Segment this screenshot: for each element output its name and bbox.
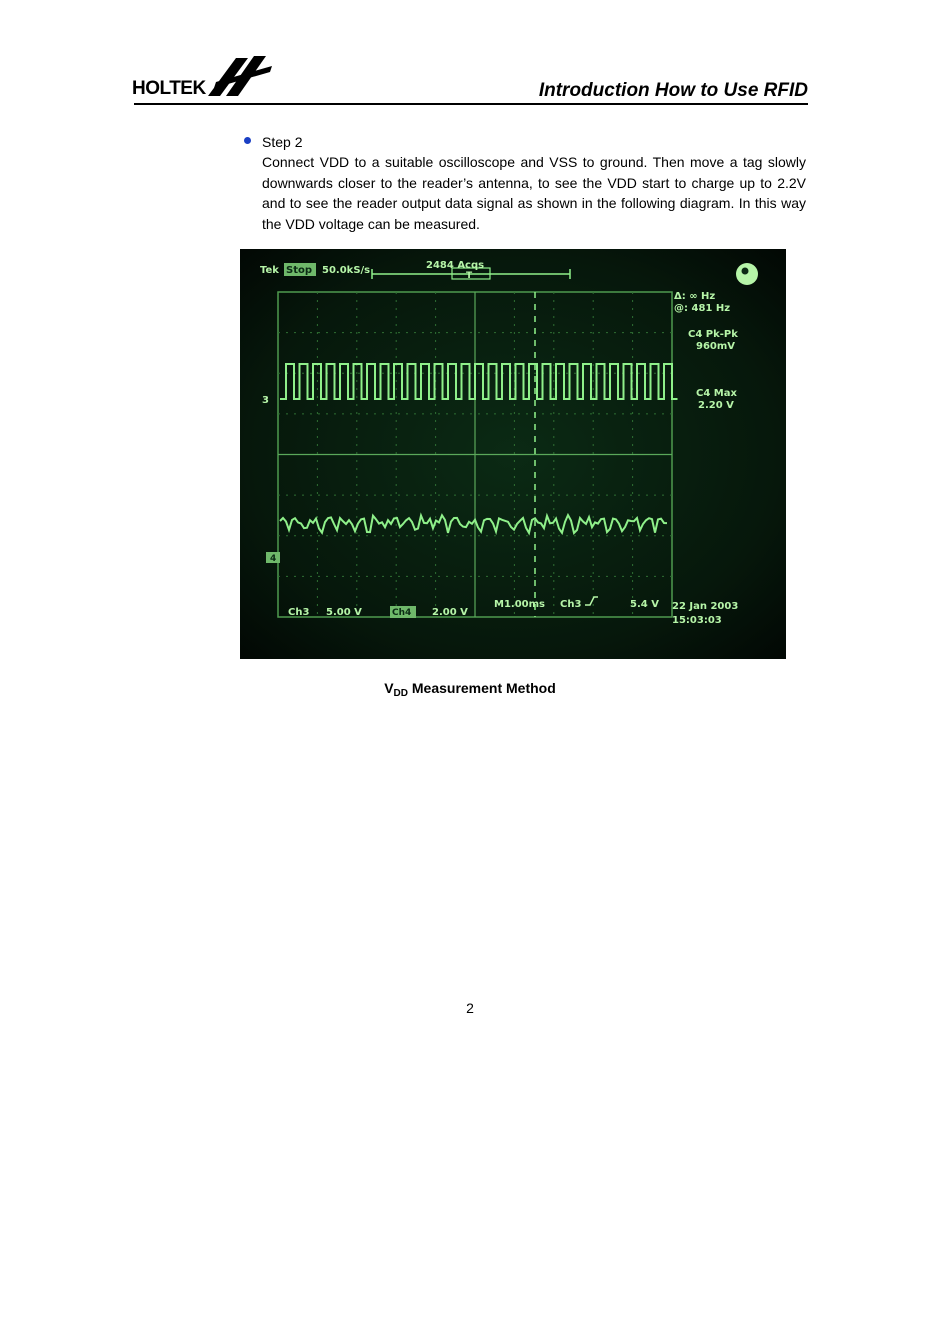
page-number: 2	[466, 1000, 474, 1016]
delta-frequency: Δ: ∞ Hz	[674, 291, 716, 302]
trigger-level: 5.4 V	[630, 599, 659, 610]
step-label: Step 2	[262, 134, 303, 150]
sample-rate: 50.0kS/s	[322, 265, 371, 276]
bullet-icon	[244, 137, 251, 144]
c4-pkpk-label: C4 Pk-Pk	[688, 329, 738, 340]
c4-max-value: 2.20 V	[698, 400, 734, 411]
ch4-scale-label: Ch4	[392, 608, 412, 618]
ch3-marker: 3	[262, 395, 269, 406]
figure-caption	[0, 680, 940, 699]
scope-brand: Tek	[260, 265, 279, 276]
trigger-source: Ch3	[560, 599, 582, 610]
capture-date: 22 Jan 2003	[672, 601, 739, 612]
trigger-mark-label: T	[466, 271, 473, 281]
caption-subscript: DD	[393, 688, 408, 699]
holtek-wing-icon	[206, 52, 276, 100]
step-paragraph: Connect VDD to a suitable oscilloscope and VSS to ground. Then move a tag slowly downwards closer to the reader’s antenna, to see the VDD start to charge up to 2.2V and to see the reader output data signal as shown in the following diagram. In this way the VDD voltage can be measured.	[262, 154, 806, 232]
acquisition-status-dot	[742, 268, 749, 275]
oscilloscope-photo	[240, 249, 786, 659]
logo-text: HOLTEK	[132, 78, 206, 99]
caption-v: V	[384, 680, 394, 696]
ch3-scale-label: Ch3	[288, 607, 310, 618]
acquisition-count: 2484 Acqs	[426, 260, 485, 271]
timebase: M1.00ms	[494, 599, 545, 610]
holtek-logo	[132, 52, 274, 102]
acquisition-status-icon	[736, 263, 758, 285]
stop-badge-label: Stop	[286, 265, 313, 276]
header-divider	[134, 103, 808, 105]
ch4-marker: 4	[270, 554, 277, 564]
document-header-title: Introduction How to Use RFID	[538, 80, 808, 101]
c4-pkpk-value: 960mV	[696, 341, 736, 352]
at-frequency: @: 481 Hz	[674, 303, 731, 314]
ch3-scale-value: 5.00 V	[326, 607, 362, 618]
ch4-scale-value: 2.00 V	[432, 607, 468, 618]
capture-time: 15:03:03	[672, 615, 722, 626]
c4-max-label: C4 Max	[696, 388, 737, 399]
caption-rest: Measurement Method	[407, 680, 556, 696]
